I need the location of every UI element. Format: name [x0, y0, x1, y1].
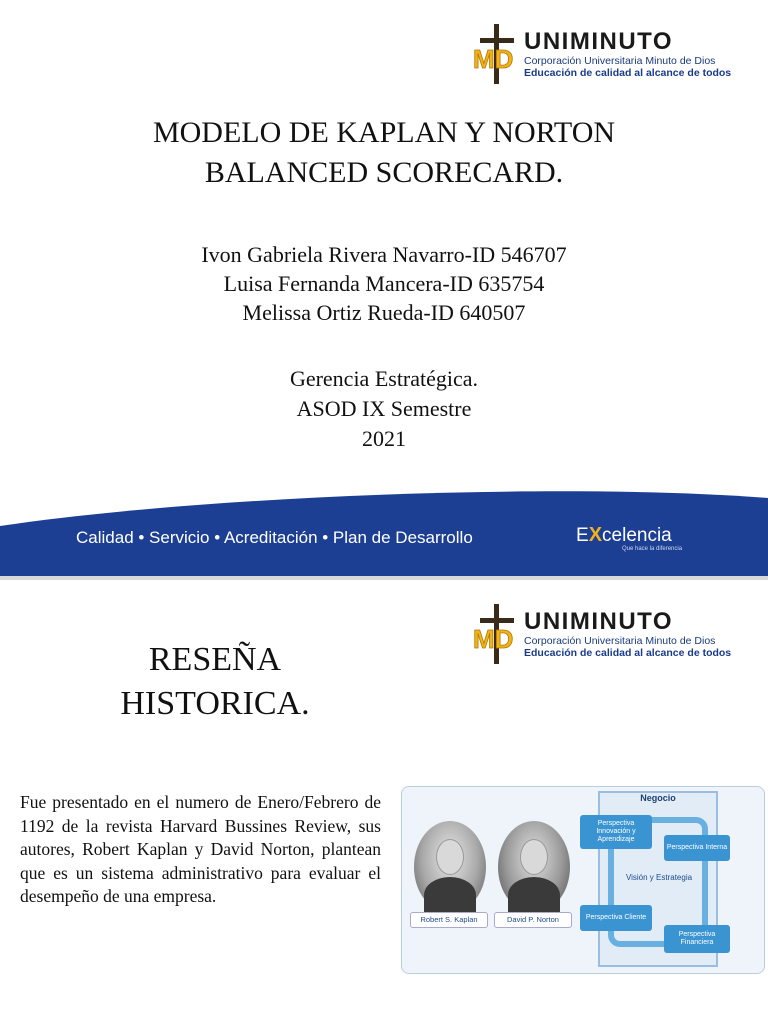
logo-slogan: Educación de calidad al alcance de todos [524, 67, 732, 79]
course-info [0, 364, 768, 454]
kaplan-caption: Robert S. Kaplan [410, 912, 488, 928]
svg-text:MD: MD [473, 624, 514, 654]
kaplan-portrait [414, 821, 486, 913]
md-cross-logo-icon [472, 24, 522, 84]
excelencia-e: E [576, 525, 589, 546]
norton-caption: David P. Norton [494, 912, 572, 928]
authors-list [0, 240, 768, 327]
excelencia-logo [576, 524, 683, 552]
logo-brand: UNIMINUTO [524, 608, 674, 635]
author: Luisa Fernanda Mancera-ID 635754 [223, 271, 545, 296]
section-heading-line2: HISTORICA. [120, 685, 310, 722]
excelencia-x: X [588, 524, 603, 546]
svg-text:MD: MD [473, 44, 514, 74]
portrait-face [520, 839, 548, 875]
portrait-face [436, 839, 464, 875]
md-cross-logo-icon [472, 604, 522, 664]
logo-subtitle: Corporación Universitaria Minuto de Dios [524, 55, 716, 67]
negocio-label: Negocio [640, 793, 676, 803]
course-semester: ASOD IX Semestre [296, 396, 472, 421]
history-paragraph: Fue presentado en el numero de Enero/Febrero de 1192 de la revista Harvard Bussines Review, sus autores, Robert Kaplan y David Norton, plantean que es un sistema administrativo para evaluar el desempeño de una empresa. [20, 792, 381, 906]
box-cliente: Perspectiva Cliente [580, 905, 652, 931]
box-interna: Perspectiva Interna [664, 835, 730, 861]
slide-title-line2: BALANCED SCORECARD. [204, 156, 564, 189]
banner-slogan: Calidad • Servicio • Acreditación • Plan de Desarrollo [76, 528, 473, 547]
slide-title-line1: MODELO DE KAPLAN Y NORTON [152, 116, 616, 149]
portrait-body [508, 877, 560, 913]
norton-portrait [498, 821, 570, 913]
course-year: 2021 [362, 426, 406, 451]
course-name: Gerencia Estratégica. [289, 366, 479, 391]
logo-brand: UNIMINUTO [524, 28, 674, 55]
balanced-scorecard-figure [401, 786, 765, 974]
box-financiera: Perspectiva Financiera [664, 925, 730, 953]
box-innovacion: Perspectiva Innovación y Aprendizaje [580, 815, 652, 849]
excelencia-rest: celencia [602, 525, 672, 546]
excelencia-tagline: Que hace la diferencia [622, 546, 683, 552]
logo-subtitle: Corporación Universitaria Minuto de Dios [524, 635, 716, 647]
uniminuto-logo [472, 24, 744, 86]
author: Melissa Ortiz Rueda-ID 640507 [242, 300, 526, 325]
vision-label: Visión y Estrategia [625, 873, 693, 882]
logo-slogan: Educación de calidad al alcance de todos [524, 647, 732, 659]
portrait-body [424, 877, 476, 913]
uniminuto-logo [472, 604, 744, 666]
author: Ivon Gabriela Rivera Navarro-ID 546707 [201, 242, 567, 267]
section-heading-line1: RESEÑA [148, 641, 282, 678]
history-slide [0, 580, 768, 1024]
